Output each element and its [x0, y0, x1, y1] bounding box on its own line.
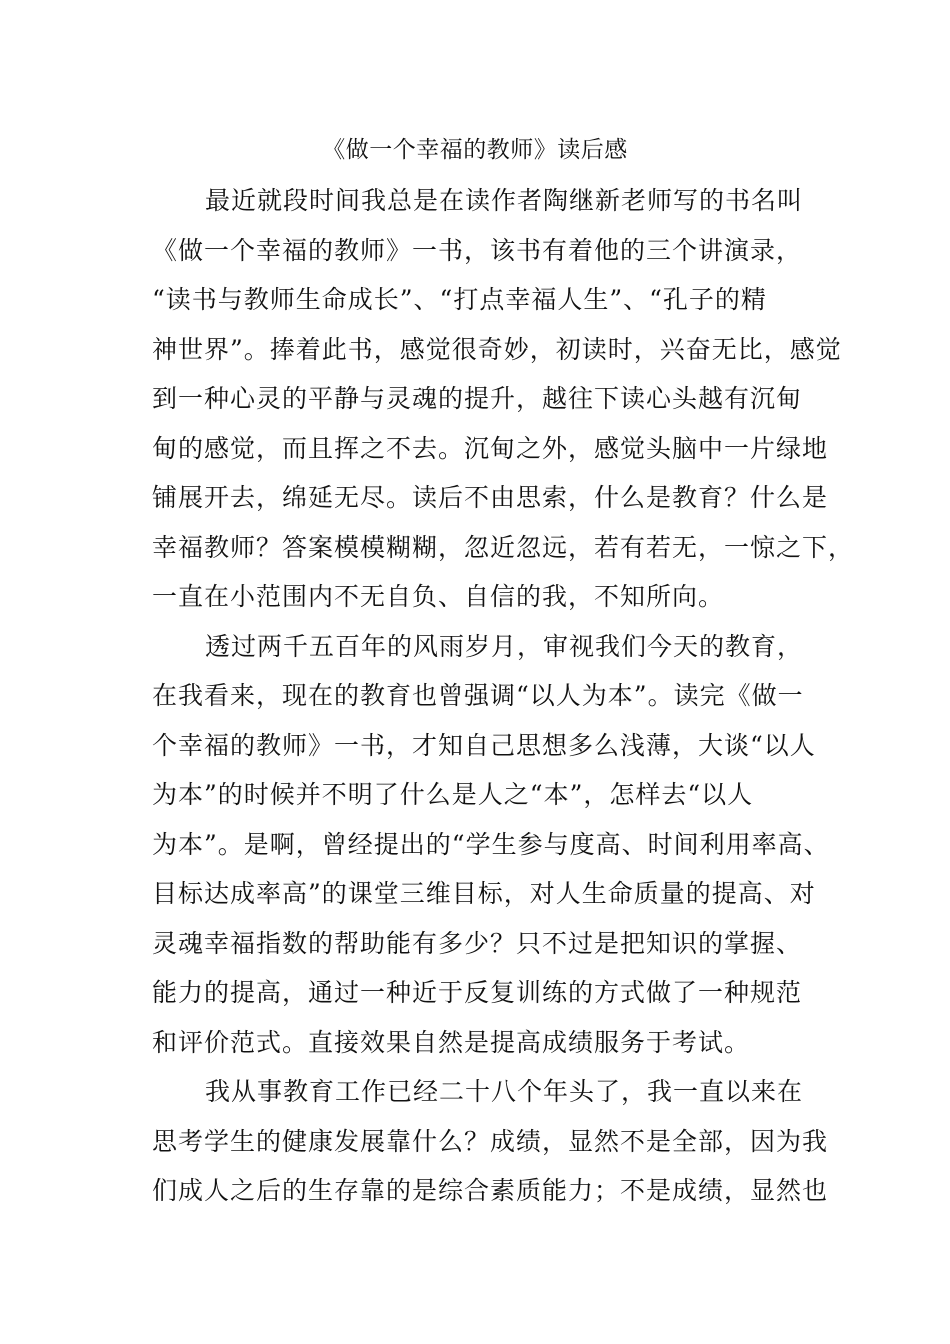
text-line: 们成人之后的生存靠的是综合素质能力；不是成绩，显然也 — [152, 1176, 829, 1205]
document-title: 《做一个幸福的教师》读后感 — [322, 137, 628, 163]
text-line: 最近就段时间我总是在读作者陶继新老师写的书名叫 — [205, 186, 804, 215]
text-line: 神世界”。捧着此书，感觉很奇妙，初读时，兴奋无比，感觉 — [152, 335, 842, 364]
text-line: 和评价范式。直接效果自然是提高成绩服务于考试。 — [152, 1028, 751, 1057]
text-line: 灵魂幸福指数的帮助能有多少？只不过是把知识的掌握、 — [152, 929, 803, 958]
text-line: 铺展开去，绵延无尽。读后不由思索，什么是教育？什么是 — [152, 483, 829, 512]
text-line: 为本”的时候并不明了什么是人之“本”，怎样去“以人 — [152, 780, 754, 809]
text-line: 到一种心灵的平静与灵魂的提升，越往下读心头越有沉甸 — [152, 384, 803, 413]
text-line: 个幸福的教师》一书，才知自己思想多么浅薄，大谈“以人 — [152, 731, 816, 760]
text-line: 目标达成率高”的课堂三维目标，对人生命质量的提高、对 — [152, 879, 816, 908]
text-line: 能力的提高，通过一种近于反复训练的方式做了一种规范 — [152, 978, 803, 1007]
text-line: 《做一个幸福的教师》一书，该书有着他的三个讲演录， — [152, 236, 803, 265]
text-line: 幸福教师？答案模模糊糊，忽近忽远，若有若无，一惊之下， — [152, 533, 855, 562]
text-line: 一直在小范围内不无自负、自信的我，不知所向。 — [152, 582, 725, 611]
text-line: 透过两千五百年的风雨岁月，审视我们今天的教育， — [205, 632, 804, 661]
text-line: “读书与教师生命成长”、“打点幸福人生”、“孔子的精 — [152, 285, 767, 314]
text-line: 甸的感觉，而且挥之不去。沉甸之外，感觉头脑中一片绿地 — [152, 434, 829, 463]
text-line: 思考学生的健康发展靠什么？成绩，显然不是全部，因为我 — [152, 1127, 829, 1156]
text-line: 我从事教育工作已经二十八个年头了，我一直以来在 — [205, 1077, 804, 1106]
text-line: 为本”。是啊，曾经提出的“学生参与度高、时间利用率高、 — [152, 830, 830, 859]
text-line: 在我看来，现在的教育也曾强调“以人为本”。读完《做一 — [152, 681, 804, 710]
